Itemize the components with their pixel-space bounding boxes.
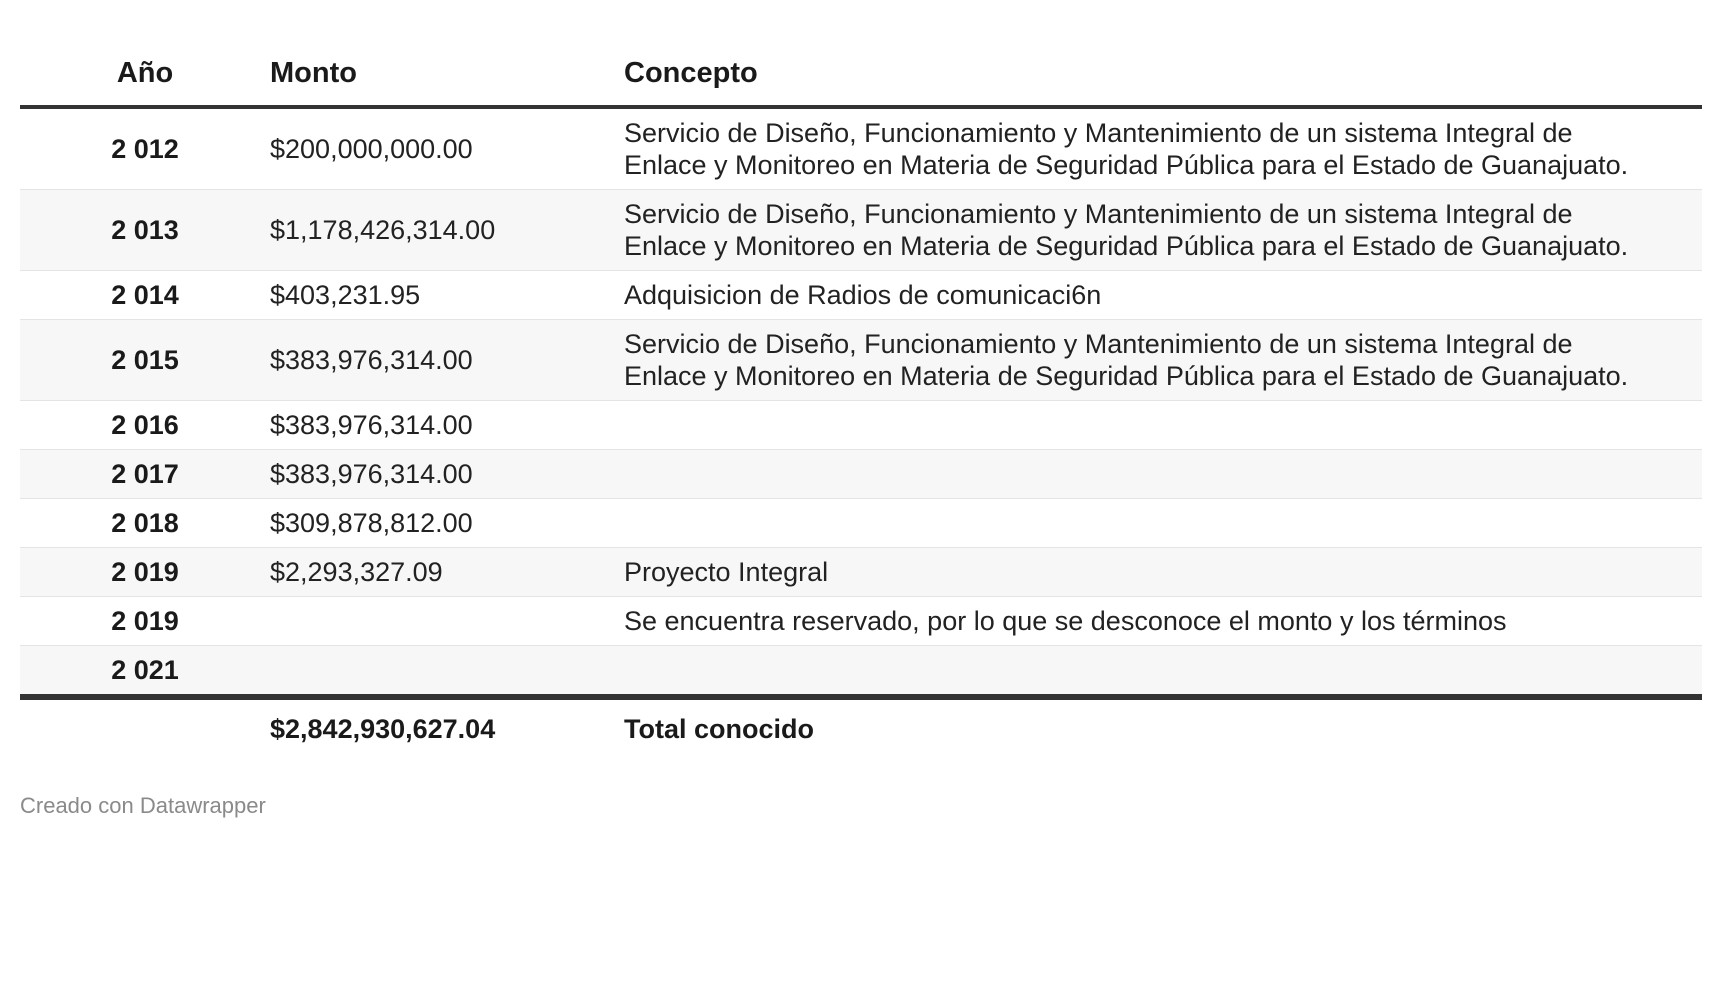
year-cell: 2 015 — [20, 319, 270, 400]
concepto-cell: Adquisicion de Radios de comunicaci6n — [624, 270, 1702, 319]
concepto-cell — [624, 498, 1702, 547]
monto-cell — [270, 645, 624, 697]
table-row — [20, 107, 1702, 190]
year-cell: 2 012 — [20, 107, 270, 190]
monto-cell — [270, 596, 624, 645]
year-cell: 2 014 — [20, 270, 270, 319]
year-cell: 2 019 — [20, 596, 270, 645]
table-row — [20, 547, 1702, 596]
monto-cell: $383,976,314.00 — [270, 449, 624, 498]
year-cell: 2 013 — [20, 189, 270, 270]
total-monto-cell: $2,842,930,627.04 — [270, 697, 624, 753]
table-header — [20, 48, 1702, 107]
year-cell: 2 019 — [20, 547, 270, 596]
year-cell: 2 018 — [20, 498, 270, 547]
total-row — [20, 697, 1702, 753]
concepto-cell — [624, 645, 1702, 697]
column-header-year[interactable]: Año — [20, 48, 270, 107]
table-row — [20, 498, 1702, 547]
concepto-cell — [624, 400, 1702, 449]
table-body — [20, 107, 1702, 697]
table-footer — [20, 697, 1702, 753]
monto-cell: $383,976,314.00 — [270, 400, 624, 449]
year-cell: 2 016 — [20, 400, 270, 449]
data-table — [20, 48, 1702, 753]
monto-cell: $309,878,812.00 — [270, 498, 624, 547]
monto-cell: $403,231.95 — [270, 270, 624, 319]
table-row — [20, 645, 1702, 697]
column-header-monto[interactable]: Monto — [270, 48, 624, 107]
concepto-cell: Proyecto Integral — [624, 547, 1702, 596]
table-row — [20, 400, 1702, 449]
monto-cell: $200,000,000.00 — [270, 107, 624, 190]
total-year-cell — [20, 697, 270, 753]
concepto-cell: Servicio de Diseño, Funcionamiento y Mantenimiento de un sistema Integral de Enlace y Monitoreo en Materia de Seguridad Pública para el Estado de Guanajuato. — [624, 107, 1702, 190]
table-row — [20, 270, 1702, 319]
concepto-cell: Servicio de Diseño, Funcionamiento y Mantenimiento de un sistema Integral de Enlace y Monitoreo en Materia de Seguridad Pública para el Estado de Guanajuato. — [624, 319, 1702, 400]
table-row — [20, 189, 1702, 270]
year-cell: 2 021 — [20, 645, 270, 697]
concepto-cell: Se encuentra reservado, por lo que se desconoce el monto y los términos — [624, 596, 1702, 645]
table-row — [20, 319, 1702, 400]
total-concepto-cell: Total conocido — [624, 697, 1702, 753]
monto-cell: $383,976,314.00 — [270, 319, 624, 400]
table-container — [20, 0, 1702, 819]
year-cell: 2 017 — [20, 449, 270, 498]
table-row — [20, 596, 1702, 645]
column-header-concepto[interactable]: Concepto — [624, 48, 1702, 107]
table-row — [20, 449, 1702, 498]
credit-text: Creado con Datawrapper — [20, 792, 266, 818]
concepto-cell: Servicio de Diseño, Funcionamiento y Mantenimiento de un sistema Integral de Enlace y Monitoreo en Materia de Seguridad Pública para el Estado de Guanajuato. — [624, 189, 1702, 270]
monto-cell: $2,293,327.09 — [270, 547, 624, 596]
concepto-cell — [624, 449, 1702, 498]
monto-cell: $1,178,426,314.00 — [270, 189, 624, 270]
header-row — [20, 48, 1702, 107]
